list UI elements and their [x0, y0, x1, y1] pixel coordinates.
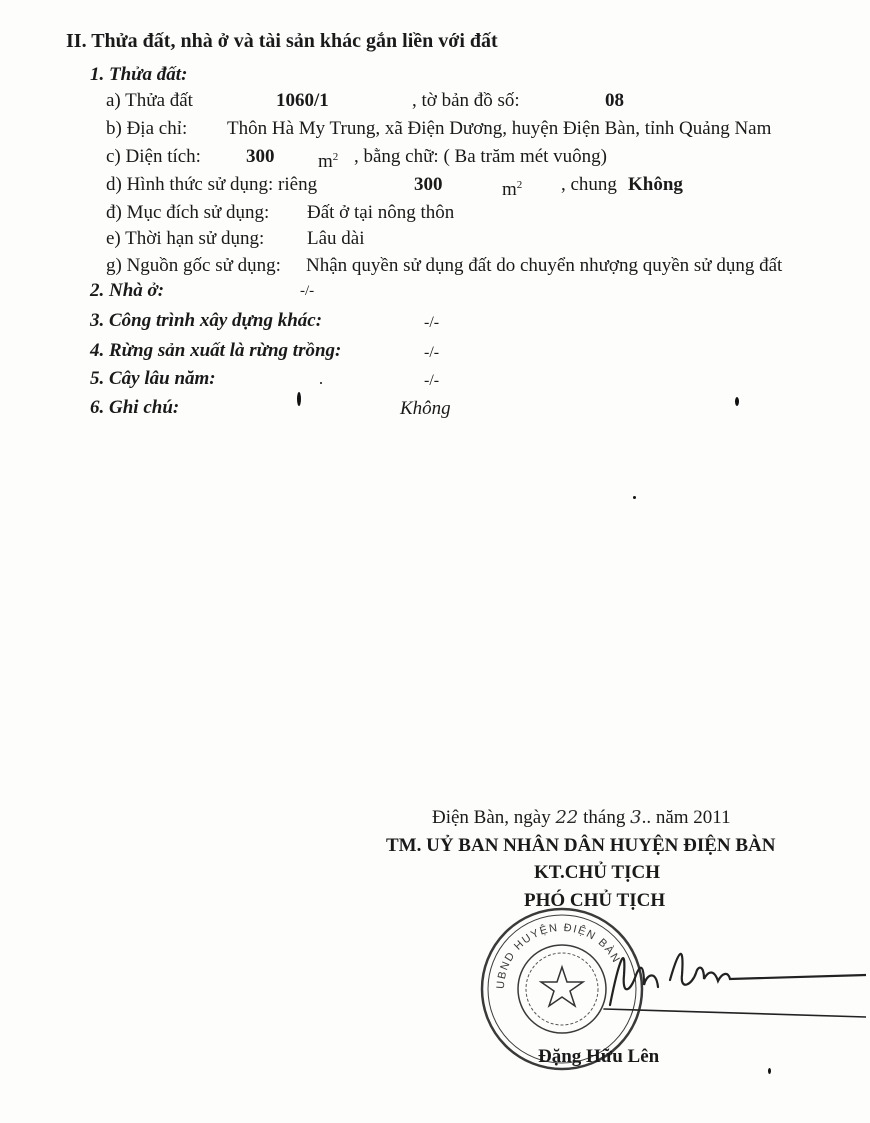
parcel-number-value: 1060/1 — [276, 90, 329, 111]
usage-private-value: 300 — [414, 174, 443, 195]
origin-value: Nhận quyền sử dụng đất do chuyển nhượng quyền sử dụng đất — [306, 255, 783, 276]
area-label: c) Diện tích: — [106, 146, 201, 167]
purpose-label: đ) Mục đích sử dụng: — [106, 202, 270, 223]
map-sheet-value: 08 — [605, 90, 624, 111]
address-value: Thôn Hà My Trung, xã Điện Dương, huyện Điện Bàn, tỉnh Quảng Nam — [227, 118, 772, 139]
handwritten-signature — [600, 935, 866, 1025]
forest-value: -/- — [424, 344, 440, 361]
area-in-words: , bằng chữ: ( Ba trăm mét vuông) — [354, 146, 608, 167]
scan-speck — [768, 1068, 771, 1074]
other-construction-value: -/- — [424, 314, 440, 331]
date-place: Điện Bàn, ngày — [432, 807, 551, 828]
seal-emblem-ring — [518, 945, 606, 1033]
forest-label: 4. Rừng sản xuất là rừng trồng: — [90, 340, 342, 361]
star-icon — [541, 967, 583, 1006]
role-line-2: PHÓ CHỦ TỊCH — [524, 890, 666, 911]
term-label: e) Thời hạn sử dụng: — [106, 228, 265, 249]
area-value: 300 — [246, 146, 275, 167]
parcel-number-label: a) Thửa đất — [106, 90, 193, 111]
origin-label: g) Nguồn gốc sử dụng: — [106, 255, 281, 276]
usage-shared-label: , chung — [561, 174, 617, 195]
section-title: II. Thửa đất, nhà ở và tài sản khác gắn liền với đất — [66, 30, 498, 52]
usage-unit: $m^2$ — [502, 179, 523, 200]
date-month-label: tháng — [583, 807, 626, 828]
scan-speck — [633, 496, 636, 499]
issuing-authority: TM. UỶ BAN NHÂN DÂN HUYỆN ĐIỆN BÀN — [386, 835, 776, 856]
house-value: -/- — [300, 283, 315, 299]
seal-emblem-wreath — [526, 953, 598, 1025]
address-label: b) Địa chỉ: — [106, 118, 188, 139]
date-line — [432, 807, 731, 829]
usage-shared-value: Không — [628, 174, 683, 195]
notes-label: 6. Ghi chú: — [90, 397, 180, 418]
notes-value: Không — [400, 398, 451, 419]
date-year: .. năm 2011 — [641, 807, 731, 828]
usage-form-label: d) Hình thức sử dụng: riêng — [106, 174, 318, 195]
scan-speck — [297, 392, 301, 406]
term-value: Lâu dài — [307, 228, 365, 249]
scan-speck — [320, 382, 322, 384]
seal-text: UBND HUYỆN ĐIỆN BÀN — [494, 921, 623, 990]
house-label: 2. Nhà ở: — [90, 280, 165, 301]
perennial-value: -/- — [424, 372, 440, 389]
scan-speck — [735, 397, 739, 406]
signer-name: Đặng Hữu Lên — [538, 1046, 660, 1067]
date-month: 3 — [630, 807, 642, 828]
parcel-heading: 1. Thửa đất: — [90, 64, 188, 85]
perennial-label: 5. Cây lâu năm: — [90, 368, 216, 389]
area-unit: $m^2$ — [318, 151, 339, 172]
date-day: 22 — [555, 807, 579, 828]
purpose-value: Đất ở tại nông thôn — [307, 202, 455, 223]
other-construction-label: 3. Công trình xây dựng khác: — [90, 310, 323, 331]
role-line-1: KT.CHỦ TỊCH — [534, 862, 660, 883]
map-sheet-label: , tờ bản đồ số: — [412, 90, 520, 111]
